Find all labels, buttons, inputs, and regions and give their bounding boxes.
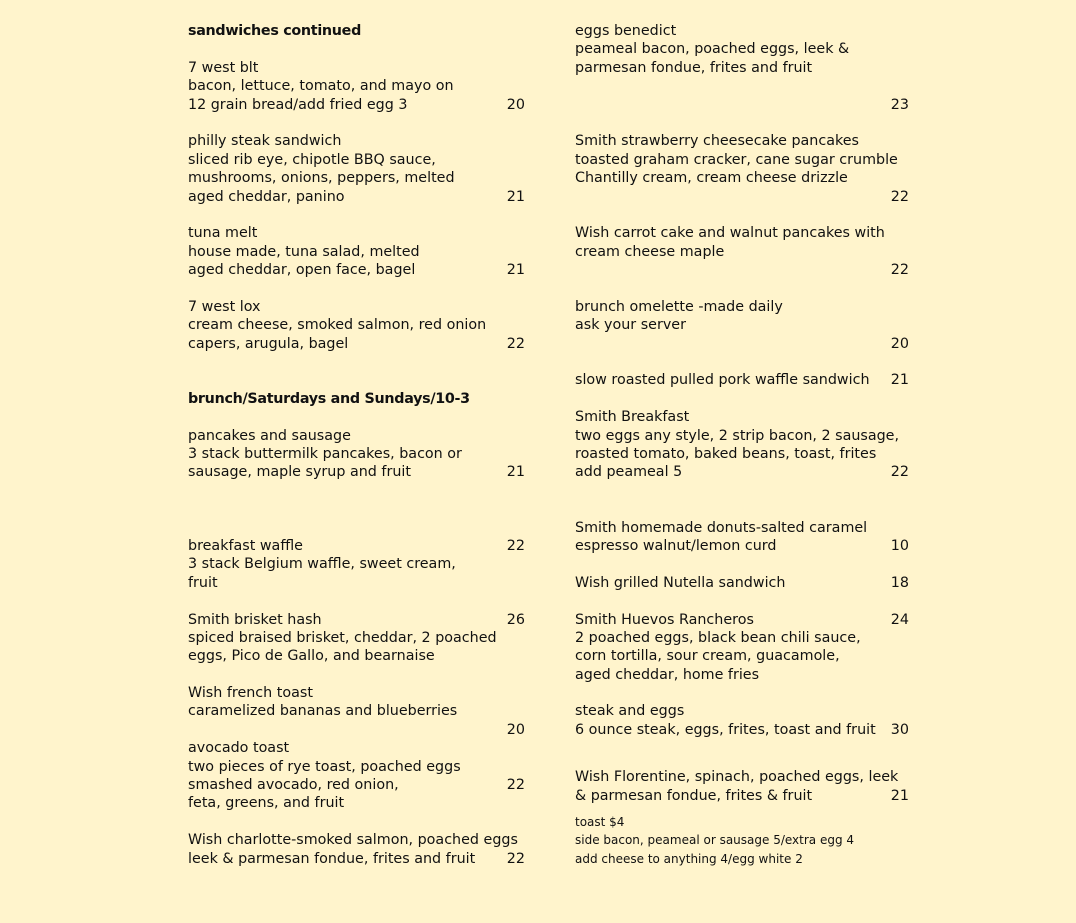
item-price: 22 [506,537,525,554]
item-name: pancakes and sausage [188,427,351,444]
menu-item-brisket [188,611,533,666]
item-description: sliced rib eye, chipotle BBQ sauce, [188,151,436,168]
item-price: 30 [890,721,909,738]
item-name: Smith homemade donuts-salted caramel [575,519,868,536]
item-name: brunch omelette -made daily [575,298,783,315]
item-description: aged cheddar, open face, bagel [188,262,416,279]
note-toast: toast $4 [575,815,625,830]
item-description: aged cheddar, home fries [575,666,760,683]
item-description: 2 poached eggs, black bean chili sauce, [575,629,861,646]
item-description: two eggs any style, 2 strip bacon, 2 sausage, [575,427,900,444]
item-description: spiced braised brisket, cheddar, 2 poached [188,629,497,646]
item-price: 18 [890,574,909,591]
menu-item-pulled-pork [575,371,915,389]
menu-item-benedict [575,22,915,114]
menu-column-right [575,22,915,868]
item-price: 22 [506,850,525,867]
menu-item-florentine [575,768,915,805]
item-price: 22 [890,262,909,279]
item-name: 7 west lox [188,298,261,315]
menu-item-avocado [188,739,533,813]
item-price: 21 [506,262,525,279]
item-description: aged cheddar, panino [188,188,345,205]
menu-item-donuts [575,519,915,556]
menu-item-steak-and-eggs [575,702,915,739]
menu-item-huevos-rancheros [575,611,915,685]
menu-column-left [188,22,533,868]
item-description: eggs, Pico de Gallo, and bearnaise [188,648,435,665]
item-description: smashed avocado, red onion, [188,777,399,794]
menu-item-carrot-pancakes [575,224,915,279]
item-description: 12 grain bread/add fried egg 3 [188,96,408,113]
item-price: 21 [506,464,525,481]
item-description: 3 stack buttermilk pancakes, bacon or [188,445,462,462]
item-name: eggs benedict [575,23,677,39]
item-price: 10 [890,537,909,554]
menu-item-philly [188,132,533,206]
menu-item-tuna [188,224,533,279]
item-description: leek & parmesan fondue, frites and fruit [188,850,476,867]
item-description: capers, arugula, bagel [188,335,349,352]
note-sides: side bacon, peameal or sausage 5/extra egg 4 [575,833,855,848]
item-description: fruit [188,574,218,591]
item-price: 20 [506,96,525,113]
item-description: 3 stack Belgium waffle, sweet cream, [188,556,456,573]
note-cheese: add cheese to anything 4/egg white 2 [575,851,803,866]
item-description: & parmesan fondue, frites & fruit [575,787,813,804]
menu-item-nutella [575,574,915,592]
item-description: two pieces of rye toast, poached eggs [188,758,461,775]
menu-item-blt [188,59,533,114]
item-description: caramelized bananas and blueberries [188,703,458,720]
item-name: Smith Breakfast [575,409,690,426]
item-price: 20 [890,335,909,352]
item-price: 22 [506,777,525,794]
item-name: 7 west blt [188,59,259,76]
item-name: tuna melt [188,225,258,242]
item-price: 21 [890,372,909,389]
menu-item-pancakes [188,427,533,482]
item-description: toasted graham cracker, cane sugar crumble [575,151,898,168]
item-name: slow roasted pulled pork waffle sandwich [575,372,870,389]
item-name: Smith Huevos Rancheros [575,611,754,628]
item-description: bacon, lettuce, tomato, and mayo on [188,78,454,95]
item-price: 20 [506,721,525,738]
item-description: peameal bacon, poached eggs, leek & [575,41,850,58]
item-name: Wish french toast [188,685,313,702]
item-description: ask your server [575,317,686,334]
item-name: Smith strawberry cheesecake pancakes [575,133,859,150]
item-price: 22 [506,335,525,352]
menu-item-french-toast [188,684,533,739]
menu-item-waffle [188,537,533,592]
item-price: 21 [890,787,909,804]
item-description: Chantilly cream, cream cheese drizzle [575,170,848,187]
item-name: Wish Florentine, spinach, poached eggs, leek [575,769,899,786]
item-description: cream cheese, smoked salmon, red onion [188,317,487,334]
item-description: cream cheese maple [575,243,725,260]
item-name: avocado toast [188,740,290,757]
item-price: 24 [890,611,909,628]
item-price: 26 [506,611,525,628]
menu-item-smith-breakfast [575,408,915,482]
item-name: steak and eggs [575,703,685,720]
item-description: corn tortilla, sour cream, guacamole, [575,648,840,665]
item-description: roasted tomato, baked beans, toast, frites [575,445,877,462]
item-description: mushrooms, onions, peppers, melted [188,170,455,187]
item-description: sausage, maple syrup and fruit [188,464,411,481]
item-price: 22 [890,464,909,481]
brunch-heading: brunch/Saturdays and Sundays/10-3 [188,390,470,407]
item-description: add peameal 5 [575,464,683,481]
item-description: house made, tuna salad, melted [188,243,420,260]
item-description: espresso walnut/lemon curd [575,537,777,554]
menu-item-strawberry-pancakes [575,132,915,206]
item-name: Smith brisket hash [188,611,322,628]
sandwiches-heading: sandwiches continued [188,23,362,39]
extras-notes [575,813,915,868]
item-name: breakfast waffle [188,537,303,554]
item-name: philly steak sandwich [188,133,342,150]
menu-item-lox [188,298,533,353]
menu-item-charlotte [188,831,533,868]
item-price: 21 [506,188,525,205]
item-name: Wish charlotte-smoked salmon, poached eggs [188,832,518,849]
item-price: 23 [890,96,909,113]
item-description: parmesan fondue, frites and fruit [575,59,813,76]
menu-item-omelette [575,298,915,353]
item-price: 22 [890,188,909,205]
item-name: Wish carrot cake and walnut pancakes with [575,225,885,242]
item-name: Wish grilled Nutella sandwich [575,574,786,591]
item-description: feta, greens, and fruit [188,795,345,812]
item-description: 6 ounce steak, eggs, frites, toast and fruit [575,721,876,738]
